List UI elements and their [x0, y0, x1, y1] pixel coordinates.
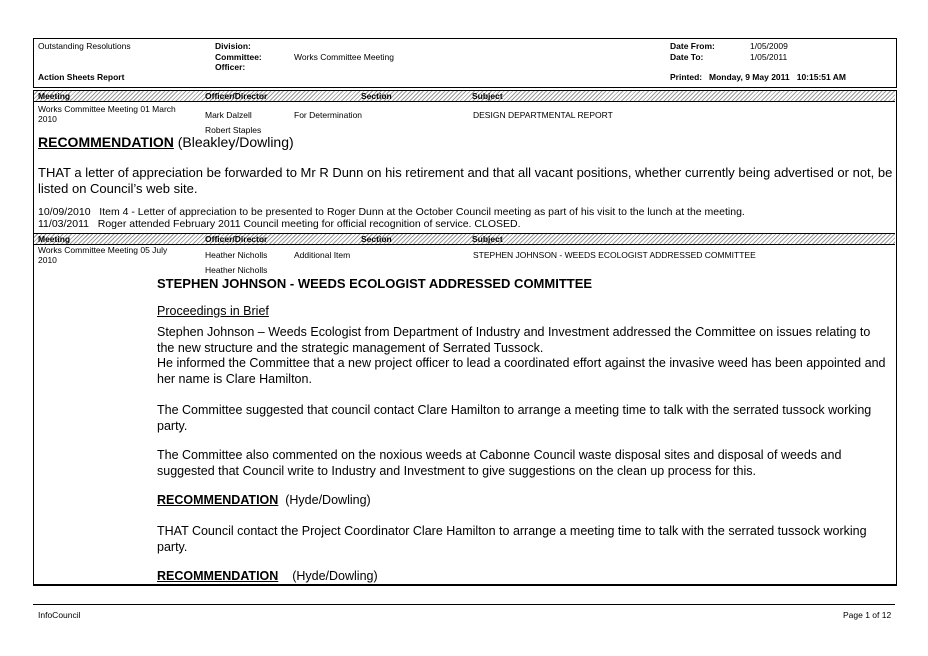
officer-label: Officer: — [215, 62, 246, 72]
item1-officer: Mark Dalzell — [205, 110, 252, 120]
outstanding-label: Outstanding Resolutions — [38, 41, 131, 51]
item1-recommendation — [38, 134, 294, 150]
rec-movers: (Hyde/Dowling) — [278, 569, 378, 583]
item2-recommendation-2 — [157, 569, 378, 585]
date-from-value: 1/05/2009 — [750, 41, 788, 51]
item1-director: Robert Staples — [205, 125, 262, 135]
item2-para-2: He informed the Committee that a new project officer to lead a coordinated effort against the invasive weed has been appointed and her name is Clare Hamilton. — [157, 356, 886, 386]
date-from-label: Date From: — [670, 41, 715, 51]
proceedings-heading: Proceedings in Brief — [157, 304, 269, 318]
rec-movers: (Hyde/Dowling) — [278, 493, 371, 507]
committee-label: Committee: — [215, 52, 262, 62]
col-officer: Officer/Director — [205, 234, 268, 244]
item2-rec-text: THAT Council contact the Project Coordinator Clare Hamilton to arrange a meeting time to talk with the serrated tussock working party. — [157, 524, 867, 554]
date-to-label: Date To: — [670, 52, 704, 62]
printed-value: Monday, 9 May 2011 10:15:51 AM — [709, 72, 847, 82]
item2-meeting: Works Committee Meeting 05 July 2010 — [38, 245, 168, 265]
col-section: Section — [361, 91, 392, 101]
item1-meeting: Works Committee Meeting 01 March 2010 — [38, 104, 176, 124]
column-header-row — [34, 233, 895, 245]
item2-title: STEPHEN JOHNSON - WEEDS ECOLOGIST ADDRESSED COMMITTEE — [157, 276, 593, 291]
item2-para-1: Stephen Johnson – Weeds Ecologist from Department of Industry and Investment addressed the Committee on issues relating to the new structure and the strategic management of Serrated Tussock. — [157, 325, 871, 355]
item2-para-3: The Committee suggested that council contact Clare Hamilton to arrange a meeting time to talk with the serrated tussock working party. — [157, 403, 872, 433]
division-label: Division: — [215, 41, 251, 51]
item2-subject: STEPHEN JOHNSON - WEEDS ECOLOGIST ADDRESSED COMMITTEE — [473, 250, 756, 260]
col-meeting: Meeting — [38, 91, 71, 101]
committee-value: Works Committee Meeting — [294, 52, 394, 62]
date-to-value: 1/05/2011 — [750, 52, 788, 62]
col-meeting: Meeting — [38, 234, 71, 244]
col-subject: Subject — [472, 234, 503, 244]
item1-section: For Determination — [294, 110, 363, 120]
item2-director: Heather Nicholls — [205, 265, 268, 275]
item1-note-2: 11/03/2011 Roger attended February 2011 Council meeting for official recognition of service. CLOSED. — [38, 218, 521, 230]
item1-rec-text: THAT a letter of appreciation be forwarded to Mr R Dunn on his retirement and that all vacant positions, whether currently being advertised or not, be listed on Council’s web site. — [38, 165, 893, 196]
item2-section: Additional Item — [294, 250, 351, 260]
footer-rule — [33, 604, 895, 605]
column-header-row — [34, 91, 895, 102]
item1-subject: DESIGN DEPARTMENTAL REPORT — [473, 110, 613, 120]
printed-label: Printed: — [670, 72, 703, 82]
item2-officer: Heather Nicholls — [205, 250, 268, 260]
footer-brand: InfoCouncil — [38, 610, 81, 620]
rec-label: RECOMMENDATION — [157, 569, 279, 583]
col-subject: Subject — [472, 91, 503, 101]
rec-label: RECOMMENDATION — [157, 493, 279, 507]
item2-para-4: The Committee also commented on the noxious weeds at Cabonne Council waste disposal sites and disposal of weeds and suggested that Council write to Industry and Investment to give suggestions on the clean up process for this. — [157, 448, 842, 478]
rec-movers: (Bleakley/Dowling) — [173, 134, 294, 150]
report-title: Action Sheets Report — [38, 72, 125, 82]
rec-label: RECOMMENDATION — [38, 134, 174, 150]
page-number: Page 1 of 12 — [843, 610, 892, 620]
item1-note-1: 10/09/2010 Item 4 - Letter of appreciation to be presented to Roger Dunn at the October Council meeting as part of his visit to the lunch at the meeting. — [38, 206, 745, 218]
col-officer: Officer/Director — [205, 91, 268, 101]
item2-recommendation-1 — [157, 493, 371, 509]
col-section: Section — [361, 234, 392, 244]
